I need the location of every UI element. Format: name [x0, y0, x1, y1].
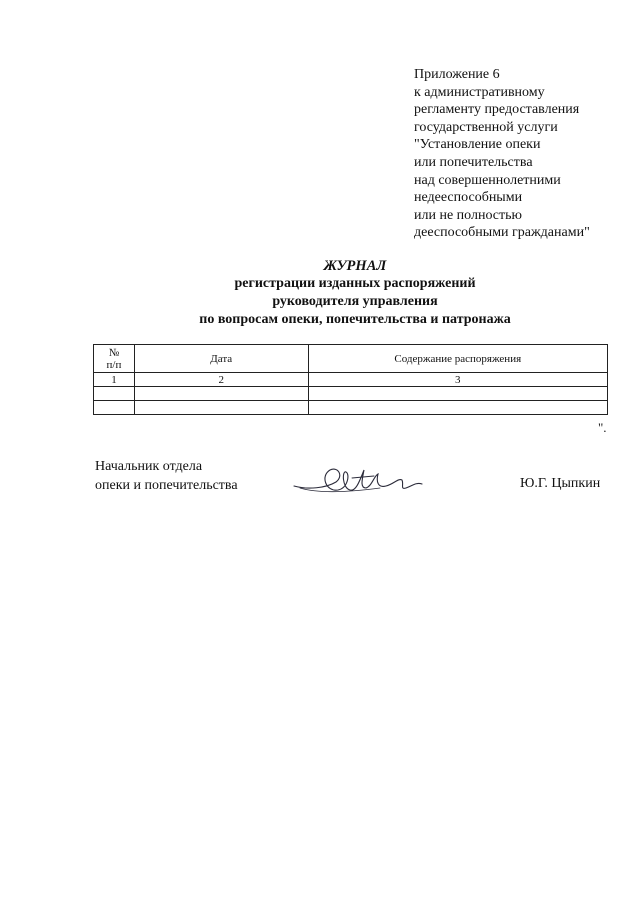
signatory-position-line: опеки и попечительства	[95, 478, 238, 493]
appendix-line: регламенту предоставления	[414, 102, 580, 118]
appendix-header	[414, 66, 634, 242]
header-number: № п/п	[94, 345, 135, 373]
journal-title-main: ЖУРНАЛ	[323, 258, 387, 274]
signatory-position-line: Начальник отдела	[95, 459, 203, 474]
handwritten-signature	[290, 462, 430, 498]
appendix-line: дееспособными гражданами"	[414, 225, 590, 241]
appendix-line: недееспособными	[414, 190, 523, 206]
appendix-line: над совершеннолетними	[414, 172, 561, 188]
table-cell	[134, 387, 308, 401]
column-number-cell: 1	[94, 373, 135, 387]
column-number-row	[94, 373, 608, 387]
appendix-line: или не полностью	[414, 207, 522, 223]
table-cell	[308, 387, 607, 401]
table-row	[94, 387, 608, 401]
header-date: Дата	[134, 345, 308, 373]
journal-title-line: руководителя управления	[272, 294, 438, 309]
journal-title	[80, 257, 630, 329]
appendix-line: государственной услуги	[414, 119, 558, 135]
journal-title-line: по вопросам опеки, попечительства и патронажа	[199, 312, 511, 327]
table-cell	[308, 401, 607, 415]
table-cell	[134, 401, 308, 415]
table-cell	[94, 387, 135, 401]
column-number-cell: 3	[308, 373, 607, 387]
journal-title-line: регистрации изданных распоряжений	[234, 276, 476, 291]
appendix-line: Приложение 6	[414, 67, 500, 82]
appendix-line: к административному	[414, 84, 545, 100]
table-header-row	[94, 345, 608, 373]
closing-quote-mark: ".	[598, 420, 607, 435]
journal-table	[93, 344, 608, 415]
column-number-cell: 2	[134, 373, 308, 387]
header-content: Содержание распоряжения	[308, 345, 607, 373]
signatory-position	[95, 457, 238, 495]
appendix-line: "Установление опеки	[414, 137, 541, 153]
appendix-line: или попечительства	[414, 154, 533, 170]
table-cell	[94, 401, 135, 415]
table-row	[94, 401, 608, 415]
signatory-name: Ю.Г. Цыпкин	[520, 476, 601, 491]
